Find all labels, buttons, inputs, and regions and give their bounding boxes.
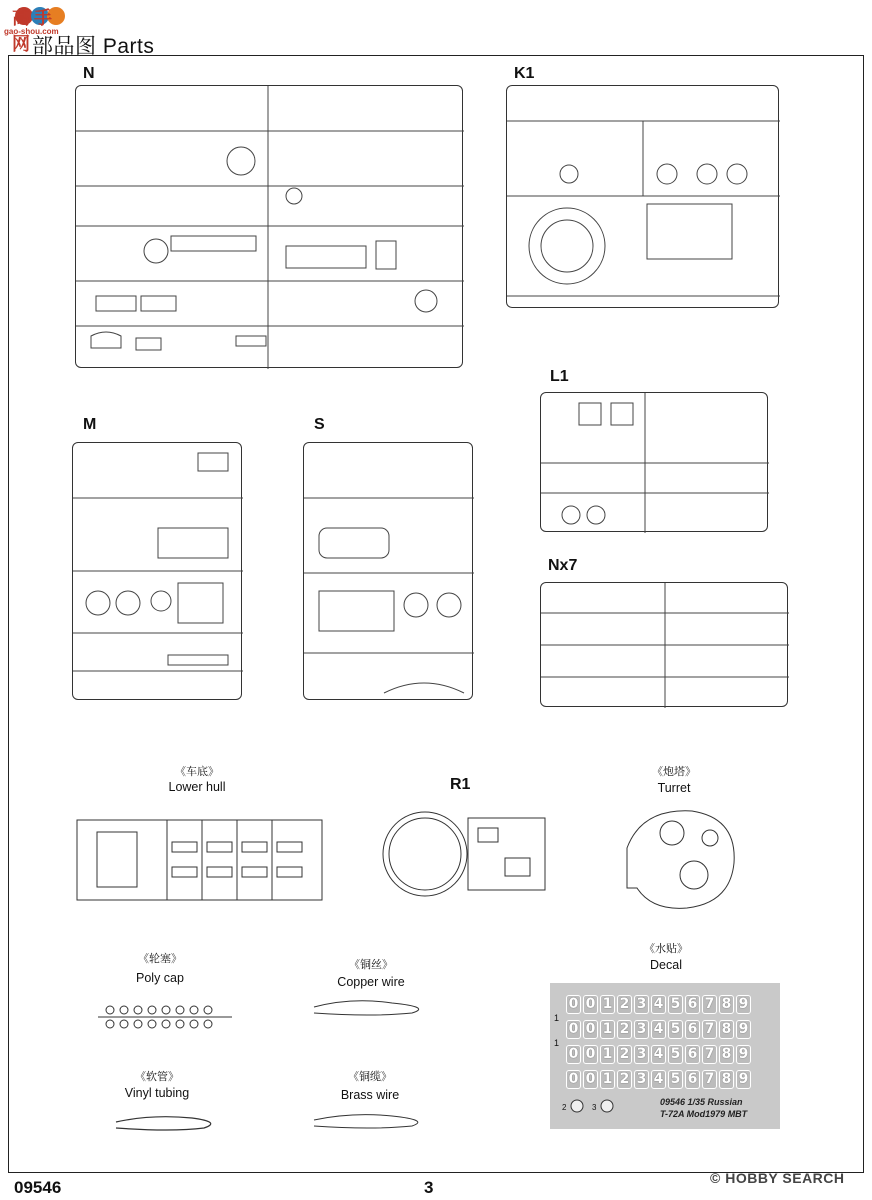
sprue-label-k1: K1 (514, 65, 535, 82)
decal-digit-row (566, 1070, 751, 1089)
decal-digit: 0 (566, 1045, 581, 1064)
turret-cn: 《炮塔》 (652, 766, 696, 778)
product-code: 09546 (14, 1178, 62, 1197)
decal-digit: 3 (634, 1020, 649, 1039)
sprue-k1 (506, 85, 779, 308)
poly-cap-cn: 《轮塞》 (138, 953, 182, 965)
decal-digit: 1 (600, 1045, 615, 1064)
decal-digit: 7 (702, 1045, 717, 1064)
decal-digit: 8 (719, 1020, 734, 1039)
poly-cap-en: Poly cap (136, 971, 184, 985)
decal-digit: 0 (583, 1045, 598, 1064)
poly-cap-drawing (96, 1002, 236, 1032)
decal-digit: 0 (583, 1020, 598, 1039)
sprue-m (72, 442, 242, 700)
logo-text: 高手网 (12, 8, 56, 54)
sprue-s-drawing (304, 443, 474, 701)
brass-wire-en: Brass wire (340, 1088, 400, 1102)
sprue-nx7 (540, 582, 788, 707)
decal-row-label-1: 1 (554, 1013, 560, 1023)
decal-digit: 0 (583, 1070, 598, 1089)
decal-digit: 6 (685, 1070, 700, 1089)
watermark: © HOBBY SEARCH (710, 1170, 845, 1186)
decal-digit-row (566, 995, 751, 1014)
decal-digit: 0 (566, 1020, 581, 1039)
decal-digit: 0 (566, 1070, 581, 1089)
lower-hull-drawing (72, 812, 327, 907)
decal-digit: 4 (651, 995, 666, 1014)
decal-digit: 0 (566, 995, 581, 1014)
page-title: 部品图 Parts (32, 35, 155, 58)
sprue-l1-drawing (541, 393, 769, 533)
vinyl-tubing-drawing (112, 1108, 232, 1136)
decal-digit: 5 (668, 1045, 683, 1064)
decal-cn: 《水贴》 (644, 943, 688, 955)
decal-digit-row (566, 1020, 751, 1039)
copper-wire-drawing (312, 995, 437, 1020)
brass-wire-drawing (312, 1108, 437, 1133)
decal-digit: 7 (702, 995, 717, 1014)
sprue-nx7-drawing (541, 583, 789, 708)
decal-digit: 6 (685, 1020, 700, 1039)
decal-emblem-2-label: 2 (562, 1103, 567, 1112)
decal-digit-row (566, 1045, 751, 1064)
decal-caption-2: T-72A Mod1979 MBT (660, 1109, 748, 1119)
sprue-m-drawing (73, 443, 243, 701)
decal-digit: 8 (719, 1070, 734, 1089)
vinyl-tubing-cn: 《软管》 (135, 1071, 179, 1083)
lower-hull-en: Lower hull (168, 780, 226, 794)
decal-digit: 9 (736, 1020, 751, 1039)
decal-digit: 0 (583, 995, 598, 1014)
copper-wire-cn: 《铜丝》 (349, 959, 393, 971)
turret-drawing (612, 803, 742, 913)
page-number: 3 (424, 1178, 434, 1197)
sprue-label-s: S (314, 416, 325, 433)
emblem-icon (570, 1099, 584, 1113)
decal-digit: 4 (651, 1070, 666, 1089)
decal-digit: 3 (634, 995, 649, 1014)
r1-drawing (380, 808, 550, 898)
decal-digit: 2 (617, 995, 632, 1014)
emblem-icon (600, 1099, 614, 1113)
brass-wire-cn: 《铜缆》 (348, 1071, 392, 1083)
decal-digit: 3 (634, 1045, 649, 1064)
decal-digit: 1 (600, 1020, 615, 1039)
decal-digit: 7 (702, 1020, 717, 1039)
copper-wire-en: Copper wire (337, 975, 405, 989)
decal-digit: 1 (600, 995, 615, 1014)
sprue-label-nx7: Nx7 (548, 557, 578, 574)
decal-digit: 4 (651, 1020, 666, 1039)
lower-hull-cn: 《车底》 (175, 766, 219, 778)
decal-digit: 9 (736, 1045, 751, 1064)
decal-digit: 6 (685, 1045, 700, 1064)
decal-digit: 8 (719, 995, 734, 1014)
decal-digit: 5 (668, 1020, 683, 1039)
decal-digit: 6 (685, 995, 700, 1014)
decal-emblem-3-label: 3 (592, 1103, 597, 1112)
sprue-label-l1: L1 (550, 368, 569, 385)
sprue-l1 (540, 392, 768, 532)
r1-label: R1 (450, 776, 471, 793)
decal-digit: 4 (651, 1045, 666, 1064)
decal-digit: 5 (668, 1070, 683, 1089)
sprue-label-n: N (83, 65, 95, 82)
turret-en: Turret (657, 781, 691, 795)
decal-digit: 9 (736, 995, 751, 1014)
decal-digit: 2 (617, 1045, 632, 1064)
decal-digit: 3 (634, 1070, 649, 1089)
decal-digit: 7 (702, 1070, 717, 1089)
decal-digit: 9 (736, 1070, 751, 1089)
sprue-n (75, 85, 463, 368)
decal-digit: 2 (617, 1070, 632, 1089)
decal-sheet (550, 983, 780, 1129)
sprue-k1-drawing (507, 86, 780, 309)
sprue-n-drawing (76, 86, 464, 369)
sprue-s (303, 442, 473, 700)
decal-en: Decal (650, 958, 682, 972)
decal-digit: 2 (617, 1020, 632, 1039)
decal-digit: 5 (668, 995, 683, 1014)
decal-digit: 1 (600, 1070, 615, 1089)
sprue-label-m: M (83, 416, 97, 433)
vinyl-tubing-en: Vinyl tubing (124, 1086, 190, 1100)
decal-caption-1: 09546 1/35 Russian (660, 1097, 743, 1107)
decal-digit: 8 (719, 1045, 734, 1064)
logo-url: gao-shou.com (4, 27, 59, 36)
decal-row-label-2: 1 (554, 1038, 560, 1048)
